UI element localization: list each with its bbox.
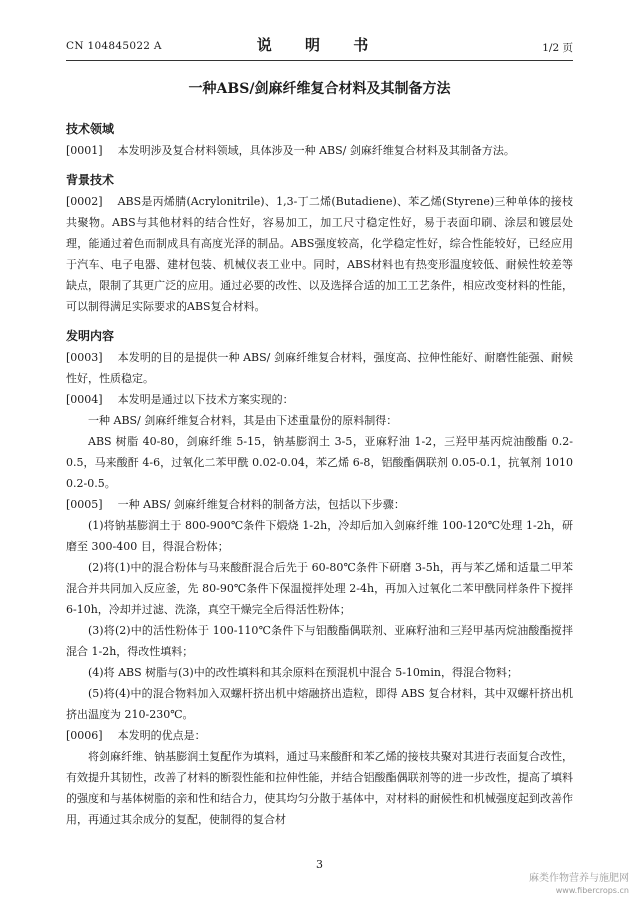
- document-title: 一种ABS/剑麻纤维复合材料及其制备方法: [188, 81, 451, 97]
- document-type: 说 明 书: [256, 36, 383, 54]
- paragraph-number: [0002]: [66, 195, 103, 208]
- patent-number: CN 104845022 A: [66, 40, 162, 52]
- header-divider: [66, 60, 573, 61]
- paragraph-text: ABS是丙烯腈(Acrylonitrile)、1,3-丁二烯(Butadiene)、苯乙烯(Styrene)三种单体的接枝共聚物。ABS与其他材料的结合性好，容易加工，加工尺寸稳定性好，易于表面印刷、涂层和镀层处理，能通过着色而制成具有高度光泽的制品。ABS强度较高，化学稳定性好，综合性能较好，已经应用于汽车、电子电器、建材包装、机械仪表工业中。同时，ABS材料也有热变形温度较低、耐候性较差等缺点，限制了其更广泛的应用。通过必要的改性、以及选择合适的加工工艺条件，相应改变材料的性能，可以制得满足实际要求的ABS复合材料。: [66, 195, 573, 313]
- document-body: [66, 118, 573, 830]
- section-heading-field: 技术领域: [66, 122, 115, 136]
- paragraph-number: [0004]: [66, 393, 103, 406]
- paragraph-0004-a: 一种 ABS/ 剑麻纤维复合材料，其是由下述重量份的原料制得：: [88, 414, 398, 427]
- watermark: [529, 873, 629, 897]
- paragraph-number: [0006]: [66, 729, 103, 742]
- paragraph-text: 本发明的目的是提供一种 ABS/ 剑麻纤维复合材料，强度高、拉伸性能好、耐磨性能强、耐候性好，性质稳定。: [66, 351, 573, 385]
- watermark-site-name: 麻类作物营养与施肥网: [529, 873, 629, 884]
- paragraph-text: 本发明的优点是：: [117, 729, 206, 742]
- section-heading-background: 背景技术: [66, 173, 115, 187]
- paragraph-0006: [66, 725, 573, 746]
- section-heading-invention: 发明内容: [66, 329, 115, 343]
- page-info: 1/2 页: [542, 42, 573, 54]
- paragraph-0003: [66, 347, 573, 389]
- step-5: (5)将(4)中的混合物料加入双螺杆挤出机中熔融挤出造粒，即得 ABS 复合材料，其中双螺杆挤出机挤出温度为 210-230℃。: [66, 687, 573, 721]
- step-3: (3)将(2)中的活性粉体于 100-110℃条件下与铝酸酯偶联剂、亚麻籽油和三羟甲基丙烷油酸酯搅拌混合 1-2h，得改性填料；: [66, 624, 573, 658]
- page-number: 3: [316, 858, 323, 871]
- paragraph-text: 一种 ABS/ 剑麻纤维复合材料的制备方法，包括以下步骤：: [117, 498, 405, 511]
- paragraph-0004-b: ABS 树脂 40-80，剑麻纤维 5-15，钠基膨润土 3-5，亚麻籽油 1-2，三羟甲基丙烷油酸酯 0.2-0.5，马来酸酐 4-6，过氧化二苯甲酰 0.02-0.04，苯乙烯 6-8，铝酸酯偶联剂 0.05-0.1，抗氧剂 1010 0.2-0.5。: [66, 435, 573, 490]
- paragraph-text: 本发明涉及复合材料领域，具体涉及一种 ABS/ 剑麻纤维复合材料及其制备方法。: [117, 144, 515, 157]
- paragraph-number: [0003]: [66, 351, 103, 364]
- paragraph-text: 本发明是通过以下技术方案实现的：: [117, 393, 294, 406]
- paragraph-0001: [66, 140, 573, 161]
- step-2: (2)将(1)中的混合粉体与马来酸酐混合后先于 60-80℃条件下研磨 3-5h，再与苯乙烯和适量二甲苯混合并共同加入反应釜，先 80-90℃条件下保温搅拌处理 2-4h，再加入过氧化二苯甲酰同样条件下搅拌 6-10h，冷却并过滤、洗涤，真空干燥完全后得活性粉体；: [66, 561, 573, 616]
- paragraph-0006-a: 将剑麻纤维、钠基膨润土复配作为填料，通过马来酸酐和苯乙烯的接枝共聚对其进行表面复合改性，有效提升其韧性，改善了材料的断裂性能和拉伸性能，并结合铝酸酯偶联剂等的进一步改性，提高了填料的强度和与基体树脂的亲和性和结合力，使其均匀分散于基体中，对材料的耐候性和机械强度起到改善作用，再通过其余成分的复配，使制得的复合材: [66, 750, 573, 826]
- paragraph-0004: [66, 389, 573, 410]
- step-1: (1)将钠基膨润土于 800-900℃条件下煅烧 1-2h，冷却后加入剑麻纤维 100-120℃处理 1-2h，研磨至 300-400 目，得混合粉体；: [66, 519, 573, 553]
- paragraph-0005: [66, 494, 573, 515]
- paragraph-number: [0001]: [66, 144, 103, 157]
- paragraph-0002: [66, 191, 573, 317]
- step-4: (4)将 ABS 树脂与(3)中的改性填料和其余原料在预混机中混合 5-10min，得混合物料；: [88, 666, 518, 679]
- paragraph-number: [0005]: [66, 498, 103, 511]
- watermark-url: www.fibercrops.cn: [555, 886, 629, 895]
